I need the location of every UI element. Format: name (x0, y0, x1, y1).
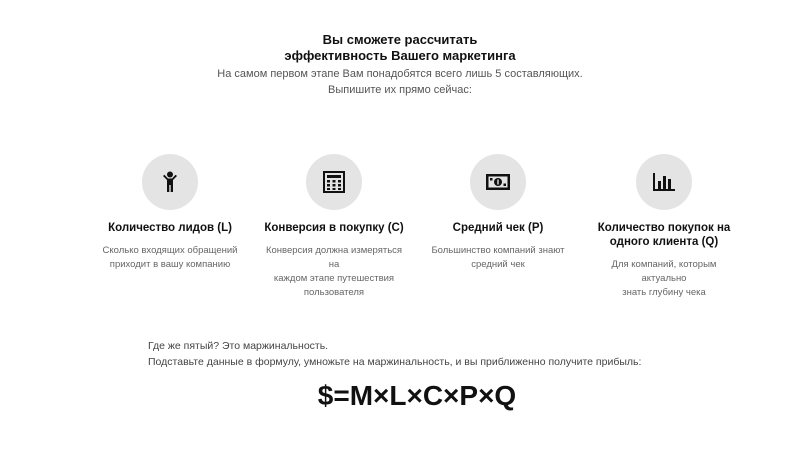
card-title-line-1: Средний чек (P) (452, 222, 544, 234)
card-desc-line-3: пользователя (303, 287, 365, 298)
subtitle-line-2: Выпишите их прямо сейчас: (328, 84, 472, 96)
card-title-line-1: Конверсия в покупку (C) (264, 222, 404, 234)
card-title (584, 221, 744, 249)
card-desc-line-2: приходит в вашу компанию (109, 259, 231, 270)
card-title (418, 221, 578, 235)
subtitle-line-1: На самом первом этапе Вам понадобятся всего лишь 5 составляющих. (217, 68, 583, 80)
icon-circle (142, 154, 198, 210)
card-desc-line-1: Сколько входящих обращений (102, 245, 238, 256)
card-desc-line-1: Конверсия должна измеряться на (265, 245, 403, 270)
person-icon (160, 171, 180, 193)
icon-circle (636, 154, 692, 210)
card-title-line-2: одного клиента (Q) (609, 236, 719, 248)
card-desc-line-2: каждом этапе путешествия (273, 273, 395, 284)
banknote-icon (485, 173, 511, 191)
card-desc-line-2: средний чек (471, 259, 525, 270)
card-desc-line-1: Для компаний, которым актуально (611, 259, 717, 284)
card-description (584, 258, 744, 300)
card-desc-line-1: Большинство компаний знают (431, 245, 565, 256)
card-description (90, 244, 250, 272)
card-leads (90, 154, 250, 272)
card-average-check (418, 154, 578, 272)
title-line-1: Вы сможете рассчитать (322, 32, 478, 47)
fifth-component-note (148, 338, 641, 370)
icon-circle (306, 154, 362, 210)
card-desc-line-2: знать глубину чека (622, 287, 706, 298)
bar-chart-icon (652, 172, 676, 192)
card-conversion (254, 154, 414, 300)
note-line-1: Где же пятый? Это маржинальность. (148, 340, 329, 352)
calculator-icon (323, 171, 345, 193)
section-subtitle (0, 66, 800, 98)
section-title (0, 32, 800, 64)
card-title-line-1: Количество лидов (L) (108, 222, 232, 234)
note-line-2: Подставьте данные в формулу, умножьте на маржинальность, и вы приближенно получите прибыль: (148, 356, 642, 368)
card-description (254, 244, 414, 300)
card-description (418, 244, 578, 272)
card-purchases-per-client (584, 154, 744, 300)
title-line-2: эффективность Вашего маркетинга (284, 48, 516, 63)
card-title (90, 221, 250, 235)
card-title-line-1: Количество покупок на (597, 222, 731, 234)
card-title (254, 221, 414, 235)
icon-circle (470, 154, 526, 210)
profit-formula: $=M×L×C×P×Q (317, 380, 517, 411)
